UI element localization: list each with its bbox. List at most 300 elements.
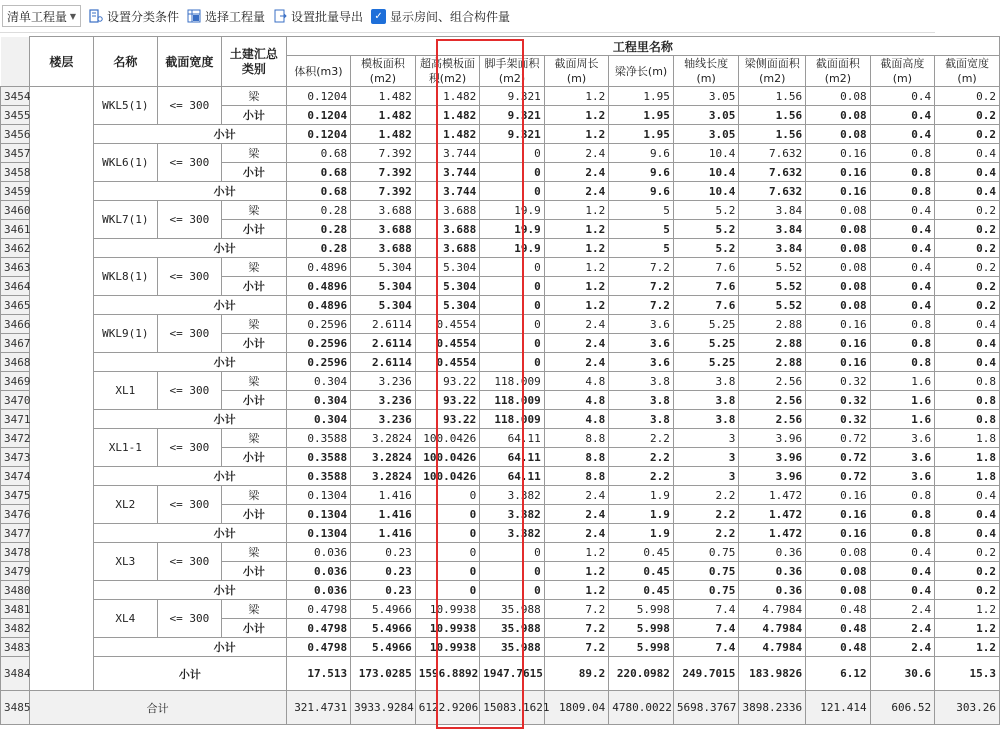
value-cell[interactable]: 0.4: [870, 125, 935, 144]
column-header[interactable]: 截面宽度(m): [935, 56, 1000, 87]
value-cell[interactable]: 1.2: [935, 600, 1000, 619]
column-header[interactable]: 轴线长度(m): [673, 56, 739, 87]
value-cell[interactable]: 0.16: [806, 524, 871, 543]
value-cell[interactable]: 7.2: [544, 638, 609, 657]
value-cell[interactable]: 5.304: [415, 277, 480, 296]
total-row[interactable]: [1, 691, 1000, 725]
value-cell[interactable]: 0.08: [806, 201, 871, 220]
table-row[interactable]: [1, 315, 1000, 334]
value-cell[interactable]: 1.2: [935, 638, 1000, 657]
value-cell[interactable]: 3.6: [609, 334, 674, 353]
value-cell[interactable]: 9.6: [609, 163, 674, 182]
value-cell[interactable]: 7.4: [673, 619, 739, 638]
value-cell[interactable]: 118.009: [480, 391, 545, 410]
value-cell[interactable]: 0.8: [870, 182, 935, 201]
value-cell[interactable]: 0.08: [806, 87, 871, 106]
value-cell[interactable]: 0.036: [286, 581, 351, 600]
table-row[interactable]: [1, 239, 1000, 258]
value-cell[interactable]: 3.05: [673, 106, 739, 125]
value-cell[interactable]: 0.32: [806, 410, 871, 429]
value-cell[interactable]: 0.68: [286, 182, 351, 201]
component-name[interactable]: WKL9(1): [94, 315, 157, 353]
table-row[interactable]: [1, 486, 1000, 505]
value-cell[interactable]: 0.8: [870, 505, 935, 524]
value-cell[interactable]: 1.56: [739, 87, 806, 106]
value-cell[interactable]: 7.4: [673, 638, 739, 657]
value-cell[interactable]: 3898.2336: [739, 691, 806, 725]
value-cell[interactable]: 0.1204: [286, 106, 351, 125]
value-cell[interactable]: 0.2: [935, 543, 1000, 562]
value-cell[interactable]: 0.4: [870, 258, 935, 277]
table-row[interactable]: [1, 258, 1000, 277]
value-cell[interactable]: 1.482: [415, 125, 480, 144]
value-cell[interactable]: 5.25: [673, 353, 739, 372]
value-cell[interactable]: 3.96: [739, 467, 806, 486]
value-cell[interactable]: 3.382: [480, 486, 545, 505]
value-cell[interactable]: 19.9: [480, 220, 545, 239]
value-cell[interactable]: 0.16: [806, 334, 871, 353]
value-cell[interactable]: 0.4554: [415, 353, 480, 372]
value-cell[interactable]: 2.6114: [351, 334, 416, 353]
value-cell[interactable]: 3.05: [673, 87, 739, 106]
value-cell[interactable]: 3.8: [673, 372, 739, 391]
table-row[interactable]: [1, 353, 1000, 372]
value-cell[interactable]: 0.28: [286, 239, 351, 258]
value-cell[interactable]: 3.96: [739, 429, 806, 448]
value-cell[interactable]: 3.2824: [351, 467, 416, 486]
value-cell[interactable]: 3.744: [415, 163, 480, 182]
value-cell[interactable]: 35.988: [480, 600, 545, 619]
value-cell[interactable]: 3.744: [415, 182, 480, 201]
value-cell[interactable]: 2.56: [739, 391, 806, 410]
value-cell[interactable]: 7.6: [673, 296, 739, 315]
value-cell[interactable]: 3.84: [739, 239, 806, 258]
value-cell[interactable]: 0.304: [286, 410, 351, 429]
value-cell[interactable]: 2.56: [739, 372, 806, 391]
value-cell[interactable]: 1.2: [544, 277, 609, 296]
value-cell[interactable]: 3.382: [480, 524, 545, 543]
value-cell[interactable]: 249.7015: [673, 657, 739, 691]
value-cell[interactable]: 0.75: [673, 581, 739, 600]
value-cell[interactable]: 7.6: [673, 258, 739, 277]
value-cell[interactable]: 0.2: [935, 581, 1000, 600]
table-row[interactable]: [1, 429, 1000, 448]
value-cell[interactable]: 2.88: [739, 334, 806, 353]
value-cell[interactable]: 1.8: [935, 467, 1000, 486]
column-header[interactable]: 梁净长(m): [609, 56, 674, 87]
value-cell[interactable]: 0.4: [935, 182, 1000, 201]
value-cell[interactable]: 0.2: [935, 562, 1000, 581]
value-cell[interactable]: 0.4: [870, 87, 935, 106]
value-cell[interactable]: 8.8: [544, 467, 609, 486]
value-cell[interactable]: 0.1204: [286, 87, 351, 106]
value-cell[interactable]: 2.2: [673, 486, 739, 505]
value-cell[interactable]: 5.4966: [351, 619, 416, 638]
value-cell[interactable]: 0.16: [806, 505, 871, 524]
value-cell[interactable]: 0: [415, 505, 480, 524]
value-cell[interactable]: 3.84: [739, 201, 806, 220]
value-cell[interactable]: 2.4: [544, 334, 609, 353]
value-cell[interactable]: 2.4: [544, 353, 609, 372]
value-cell[interactable]: 15.3: [935, 657, 1000, 691]
value-cell[interactable]: 5.304: [415, 258, 480, 277]
value-cell[interactable]: 1.9: [609, 505, 674, 524]
value-cell[interactable]: 7.632: [739, 182, 806, 201]
value-cell[interactable]: 19.9: [480, 201, 545, 220]
value-cell[interactable]: 0.16: [806, 486, 871, 505]
value-cell[interactable]: 1.2: [544, 106, 609, 125]
value-cell[interactable]: 2.2: [673, 524, 739, 543]
table-row[interactable]: [1, 410, 1000, 429]
value-cell[interactable]: 0: [480, 562, 545, 581]
value-cell[interactable]: 0.4: [935, 486, 1000, 505]
value-cell[interactable]: 4.7984: [739, 638, 806, 657]
value-cell[interactable]: 19.9: [480, 239, 545, 258]
value-cell[interactable]: 0.2: [935, 296, 1000, 315]
value-cell[interactable]: 5.25: [673, 315, 739, 334]
value-cell[interactable]: 1.2: [544, 125, 609, 144]
value-cell[interactable]: 3.6: [870, 448, 935, 467]
value-cell[interactable]: 3.8: [609, 372, 674, 391]
value-cell[interactable]: 5.998: [609, 638, 674, 657]
value-cell[interactable]: 3.236: [351, 391, 416, 410]
table-row[interactable]: [1, 125, 1000, 144]
value-cell[interactable]: 3.236: [351, 372, 416, 391]
value-cell[interactable]: 0.36: [739, 543, 806, 562]
value-cell[interactable]: 0.8: [870, 334, 935, 353]
value-cell[interactable]: 1.482: [351, 106, 416, 125]
value-cell[interactable]: 0.3588: [286, 448, 351, 467]
value-cell[interactable]: 5: [609, 239, 674, 258]
value-cell[interactable]: 0.16: [806, 315, 871, 334]
value-cell[interactable]: 5.304: [351, 277, 416, 296]
value-cell[interactable]: 1.482: [351, 87, 416, 106]
value-cell[interactable]: 9.321: [480, 125, 545, 144]
component-name[interactable]: XL3: [94, 543, 157, 581]
value-cell[interactable]: 3.688: [351, 239, 416, 258]
value-cell[interactable]: 0.036: [286, 543, 351, 562]
value-cell[interactable]: 2.4: [544, 163, 609, 182]
value-cell[interactable]: 0.08: [806, 581, 871, 600]
value-cell[interactable]: 0.45: [609, 581, 674, 600]
value-cell[interactable]: 4780.0022: [609, 691, 674, 725]
value-cell[interactable]: 0.16: [806, 353, 871, 372]
column-header[interactable]: 超高模板面积(m2): [415, 56, 480, 87]
value-cell[interactable]: 0.72: [806, 429, 871, 448]
value-cell[interactable]: 0.2: [935, 201, 1000, 220]
value-cell[interactable]: 0.45: [609, 543, 674, 562]
value-cell[interactable]: 10.9938: [415, 638, 480, 657]
value-cell[interactable]: 0.8: [935, 391, 1000, 410]
table-row[interactable]: [1, 182, 1000, 201]
value-cell[interactable]: 1809.04: [544, 691, 609, 725]
value-cell[interactable]: 0.23: [351, 581, 416, 600]
value-cell[interactable]: 2.4: [544, 486, 609, 505]
value-cell[interactable]: 183.9826: [739, 657, 806, 691]
column-header[interactable]: 模板面积(m2): [351, 56, 416, 87]
column-header[interactable]: 截面高度(m): [870, 56, 935, 87]
value-cell[interactable]: 7.2: [609, 296, 674, 315]
value-cell[interactable]: 0.4896: [286, 277, 351, 296]
value-cell[interactable]: 0: [480, 144, 545, 163]
column-header[interactable]: 截面周长(m): [544, 56, 609, 87]
value-cell[interactable]: 1.95: [609, 106, 674, 125]
value-cell[interactable]: 3.6: [609, 353, 674, 372]
value-cell[interactable]: 1.2: [544, 258, 609, 277]
value-cell[interactable]: 321.4731: [286, 691, 351, 725]
value-cell[interactable]: 10.9938: [415, 619, 480, 638]
value-cell[interactable]: 1.2: [935, 619, 1000, 638]
value-cell[interactable]: 1.2: [544, 239, 609, 258]
value-cell[interactable]: 0.08: [806, 296, 871, 315]
value-cell[interactable]: 0: [480, 296, 545, 315]
value-cell[interactable]: 0.4: [870, 296, 935, 315]
value-cell[interactable]: 3.688: [415, 220, 480, 239]
value-cell[interactable]: 1.416: [351, 486, 416, 505]
value-cell[interactable]: 0: [415, 486, 480, 505]
value-cell[interactable]: 9.321: [480, 87, 545, 106]
value-cell[interactable]: 0.32: [806, 372, 871, 391]
value-cell[interactable]: 0.4: [935, 334, 1000, 353]
value-cell[interactable]: 1.2: [544, 87, 609, 106]
value-cell[interactable]: 0.28: [286, 201, 351, 220]
value-cell[interactable]: 1.2: [544, 201, 609, 220]
value-cell[interactable]: 8.8: [544, 429, 609, 448]
value-cell[interactable]: 0.68: [286, 144, 351, 163]
value-cell[interactable]: 0.4896: [286, 258, 351, 277]
value-cell[interactable]: 0.4: [870, 581, 935, 600]
value-cell[interactable]: 3.8: [609, 391, 674, 410]
value-cell[interactable]: 0.48: [806, 619, 871, 638]
value-cell[interactable]: 0.2596: [286, 334, 351, 353]
value-cell[interactable]: 3.8: [609, 410, 674, 429]
value-cell[interactable]: 64.11: [480, 467, 545, 486]
value-cell[interactable]: 3.688: [415, 239, 480, 258]
table-row[interactable]: [1, 543, 1000, 562]
value-cell[interactable]: 0.2596: [286, 353, 351, 372]
value-cell[interactable]: 0.2: [935, 125, 1000, 144]
value-cell[interactable]: 0.08: [806, 125, 871, 144]
value-cell[interactable]: 0: [480, 353, 545, 372]
value-cell[interactable]: 0.8: [870, 353, 935, 372]
value-cell[interactable]: 0.32: [806, 391, 871, 410]
value-cell[interactable]: 0.28: [286, 220, 351, 239]
set-category-button[interactable]: [89, 8, 179, 25]
value-cell[interactable]: 93.22: [415, 372, 480, 391]
value-cell[interactable]: 0.4: [935, 505, 1000, 524]
value-cell[interactable]: 0.8: [870, 524, 935, 543]
value-cell[interactable]: 5.2: [673, 201, 739, 220]
value-cell[interactable]: 0.45: [609, 562, 674, 581]
table-row[interactable]: [1, 87, 1000, 106]
value-cell[interactable]: 0.08: [806, 543, 871, 562]
value-cell[interactable]: 118.009: [480, 372, 545, 391]
value-cell[interactable]: 6122.9206: [415, 691, 480, 725]
value-cell[interactable]: 0.08: [806, 239, 871, 258]
value-cell[interactable]: 3.688: [415, 201, 480, 220]
value-cell[interactable]: 0.4: [935, 524, 1000, 543]
value-cell[interactable]: 1.472: [739, 524, 806, 543]
value-cell[interactable]: 3.8: [673, 391, 739, 410]
value-cell[interactable]: 17.513: [286, 657, 351, 691]
value-cell[interactable]: 3.6: [870, 467, 935, 486]
value-cell[interactable]: 173.0285: [351, 657, 416, 691]
value-cell[interactable]: 0.8: [870, 486, 935, 505]
value-cell[interactable]: 0.16: [806, 144, 871, 163]
value-cell[interactable]: 6.12: [806, 657, 871, 691]
batch-export-button[interactable]: [273, 8, 363, 25]
value-cell[interactable]: 0.4554: [415, 334, 480, 353]
value-cell[interactable]: 1.2: [544, 543, 609, 562]
value-cell[interactable]: 2.2: [609, 467, 674, 486]
component-name[interactable]: WKL7(1): [94, 201, 157, 239]
value-cell[interactable]: 4.8: [544, 372, 609, 391]
value-cell[interactable]: 3.688: [351, 201, 416, 220]
value-cell[interactable]: 0: [415, 524, 480, 543]
value-cell[interactable]: 0.4: [870, 239, 935, 258]
value-cell[interactable]: 0.304: [286, 372, 351, 391]
value-cell[interactable]: 7.6: [673, 277, 739, 296]
value-cell[interactable]: 0.2: [935, 220, 1000, 239]
value-cell[interactable]: 9.321: [480, 106, 545, 125]
value-cell[interactable]: 0.8: [935, 372, 1000, 391]
value-cell[interactable]: 100.0426: [415, 429, 480, 448]
value-cell[interactable]: 3.8: [673, 410, 739, 429]
value-cell[interactable]: 1.95: [609, 87, 674, 106]
value-cell[interactable]: 2.4: [870, 619, 935, 638]
component-name[interactable]: WKL6(1): [94, 144, 157, 182]
value-cell[interactable]: 1.472: [739, 486, 806, 505]
value-cell[interactable]: 10.4: [673, 144, 739, 163]
value-cell[interactable]: 2.4: [544, 315, 609, 334]
value-cell[interactable]: 0.16: [806, 163, 871, 182]
table-row[interactable]: [1, 524, 1000, 543]
component-name[interactable]: XL2: [94, 486, 157, 524]
value-cell[interactable]: 4.7984: [739, 619, 806, 638]
value-cell[interactable]: 0.23: [351, 543, 416, 562]
table-row[interactable]: [1, 144, 1000, 163]
value-cell[interactable]: 2.56: [739, 410, 806, 429]
value-cell[interactable]: 1.482: [415, 87, 480, 106]
value-cell[interactable]: 89.2: [544, 657, 609, 691]
table-row[interactable]: [1, 600, 1000, 619]
value-cell[interactable]: 1.95: [609, 125, 674, 144]
value-cell[interactable]: 10.4: [673, 182, 739, 201]
value-cell[interactable]: 30.6: [870, 657, 935, 691]
value-cell[interactable]: 1.8: [935, 448, 1000, 467]
column-header[interactable]: 脚手架面积(m2): [480, 56, 545, 87]
value-cell[interactable]: 7.4: [673, 600, 739, 619]
value-cell[interactable]: 0.16: [806, 182, 871, 201]
component-name[interactable]: XL4: [94, 600, 157, 638]
value-cell[interactable]: 64.11: [480, 429, 545, 448]
value-cell[interactable]: 3.744: [415, 144, 480, 163]
value-cell[interactable]: 2.6114: [351, 315, 416, 334]
value-cell[interactable]: 15083.1621: [480, 691, 545, 725]
value-cell[interactable]: 0: [480, 163, 545, 182]
value-cell[interactable]: 1.416: [351, 505, 416, 524]
value-cell[interactable]: 1.56: [739, 106, 806, 125]
value-cell[interactable]: 0.2: [935, 106, 1000, 125]
value-cell[interactable]: 0.3588: [286, 429, 351, 448]
select-quantity-button[interactable]: [187, 8, 265, 25]
value-cell[interactable]: 0.75: [673, 562, 739, 581]
value-cell[interactable]: 0: [480, 543, 545, 562]
value-cell[interactable]: 0.08: [806, 562, 871, 581]
table-row[interactable]: [1, 296, 1000, 315]
table-row[interactable]: [1, 638, 1000, 657]
value-cell[interactable]: 118.009: [480, 410, 545, 429]
value-cell[interactable]: 0: [480, 581, 545, 600]
value-cell[interactable]: 0.8: [870, 144, 935, 163]
value-cell[interactable]: 2.2: [673, 505, 739, 524]
value-cell[interactable]: 3.6: [609, 315, 674, 334]
value-cell[interactable]: 5.998: [609, 619, 674, 638]
component-name[interactable]: XL1: [94, 372, 157, 410]
value-cell[interactable]: 0.72: [806, 448, 871, 467]
value-cell[interactable]: 8.8: [544, 448, 609, 467]
value-cell[interactable]: 1.482: [415, 106, 480, 125]
value-cell[interactable]: 4.7984: [739, 600, 806, 619]
quantity-type-dropdown[interactable]: [2, 5, 81, 27]
value-cell[interactable]: 7.2: [544, 619, 609, 638]
value-cell[interactable]: 0.4: [935, 353, 1000, 372]
value-cell[interactable]: 0.8: [935, 410, 1000, 429]
value-cell[interactable]: 93.22: [415, 391, 480, 410]
component-name[interactable]: XL1-1: [94, 429, 157, 467]
value-cell[interactable]: 0: [480, 182, 545, 201]
value-cell[interactable]: 0.4554: [415, 315, 480, 334]
value-cell[interactable]: 0.4: [870, 543, 935, 562]
value-cell[interactable]: 7.2: [609, 258, 674, 277]
table-row[interactable]: [1, 467, 1000, 486]
value-cell[interactable]: 5698.3767: [673, 691, 739, 725]
value-cell[interactable]: 7.632: [739, 144, 806, 163]
value-cell[interactable]: 3.96: [739, 448, 806, 467]
value-cell[interactable]: 7.392: [351, 144, 416, 163]
value-cell[interactable]: 5.304: [415, 296, 480, 315]
value-cell[interactable]: 1.416: [351, 524, 416, 543]
value-cell[interactable]: 1.472: [739, 505, 806, 524]
value-cell[interactable]: 1947.7615: [480, 657, 545, 691]
value-cell[interactable]: 0.304: [286, 391, 351, 410]
value-cell[interactable]: 0.36: [739, 581, 806, 600]
value-cell[interactable]: 606.52: [870, 691, 935, 725]
value-cell[interactable]: 0.036: [286, 562, 351, 581]
value-cell[interactable]: 0.68: [286, 163, 351, 182]
value-cell[interactable]: 0.4798: [286, 638, 351, 657]
value-cell[interactable]: 0.1304: [286, 505, 351, 524]
value-cell[interactable]: 10.9938: [415, 600, 480, 619]
value-cell[interactable]: 3.6: [870, 429, 935, 448]
value-cell[interactable]: 1.56: [739, 125, 806, 144]
value-cell[interactable]: 0: [415, 581, 480, 600]
value-cell[interactable]: 5.998: [609, 600, 674, 619]
value-cell[interactable]: 5: [609, 220, 674, 239]
value-cell[interactable]: 1596.8892: [415, 657, 480, 691]
value-cell[interactable]: 4.8: [544, 410, 609, 429]
value-cell[interactable]: 5.25: [673, 334, 739, 353]
value-cell[interactable]: 2.88: [739, 315, 806, 334]
value-cell[interactable]: 5.304: [351, 258, 416, 277]
value-cell[interactable]: 0.4: [935, 315, 1000, 334]
value-cell[interactable]: 9.6: [609, 144, 674, 163]
value-cell[interactable]: 1.6: [870, 372, 935, 391]
value-cell[interactable]: 0.8: [870, 163, 935, 182]
column-header[interactable]: 体积(m3): [286, 56, 351, 87]
value-cell[interactable]: 7.2: [544, 600, 609, 619]
value-cell[interactable]: 0.08: [806, 220, 871, 239]
